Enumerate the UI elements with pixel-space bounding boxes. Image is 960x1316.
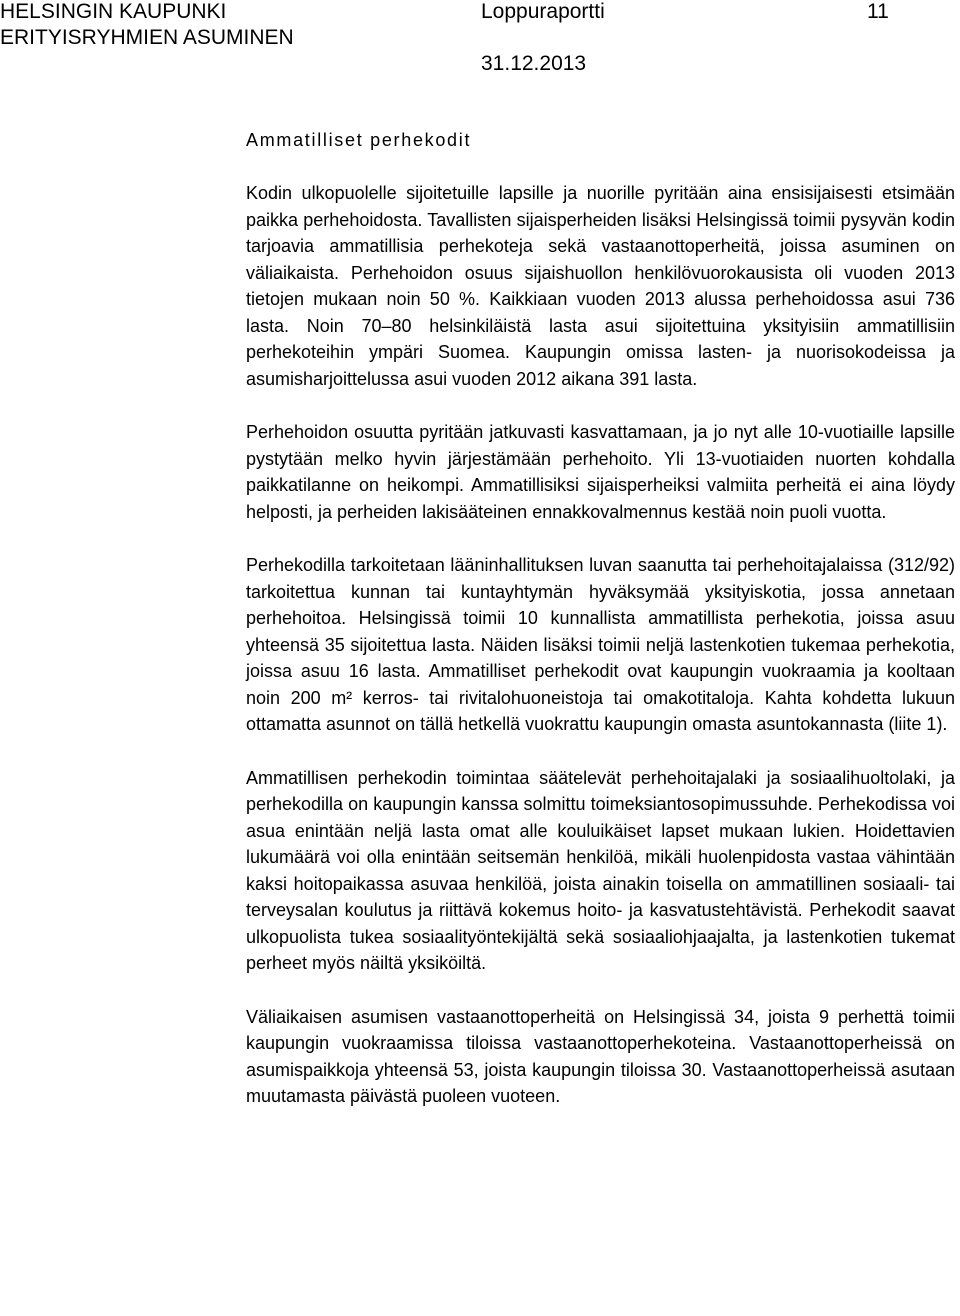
report-title: Loppuraportti [481, 0, 605, 23]
paragraph: Perhehoidon osuutta pyritään jatkuvasti kasvattamaan, ja jo nyt alle 10-vuotiaille lapsille pystytään melko hyvin järjestämään perhehoito. Yli 13-vuotiaiden nuorten kohdalla paikkatilanne on heikompi. Ammatillisiksi sijaisperheiksi valmiita perheitä ei aina löydy helposti, ja perheiden lakisääteinen ennakkovalmennus kestää noin puoli vuotta. [246, 422, 955, 522]
section-heading: Ammatilliset perhekodit [246, 130, 472, 150]
page-number: 11 [867, 0, 889, 23]
report-date: 31.12.2013 [481, 52, 587, 75]
department-name: ERITYISRYHMIEN ASUMINEN [0, 26, 294, 49]
paragraph: Väliaikaisen asumisen vastaanottoperheitä on Helsingissä 34, joista 9 perhettä toimii kaupungin vuokraamissa tiloissa vastaanottoperhekoteina. Vastaanottoperheissä on asumispaikkoja yhteensä 53, joista kaupungin tiloissa 30. Vastaanottoperheissä asutaan muutamasta päivästä puoleen vuoteen. [246, 1006, 955, 1106]
paragraph: Ammatillisen perhekodin toimintaa säätelevät perhehoitajalaki ja sosiaalihuoltolaki, ja perhekodilla on kaupungin kanssa solmittu toimeksiantosopimussuhde. Perhekodissa voi asua enintään neljä lasta omat alle kouluikäiset lapset mukaan lukien. Hoidettavien lukumäärä voi olla enintään seitsemän henkilöä, mikäli huolenpidosta vastaa vähintään kaksi hoitopaikassa asuvaa henkilöä, joista ainakin toisella on ammatillinen sosiaali- tai terveysalan koulutus ja riittävä kokemus hoito- ja kasvatustehtävistä. Perhekodit saavat ulkopuolista tukea sosiaalityöntekijältä sekä sosiaaliohjaajalta, ja lastenkotien tukemat perheet myös näiltä yksiköiltä. [246, 767, 955, 973]
organization-name: HELSINGIN KAUPUNKI [0, 0, 227, 23]
document-body [246, 127, 955, 1137]
header-organization [0, 0, 294, 51]
paragraph: Perhekodilla tarkoitetaan lääninhallituksen luvan saanutta tai perhehoitajalaissa (312/92) tarkoitettua kunnan tai kuntayhtymän hyväksymää yksityiskotia, jossa annetaan perhehoitoa. Helsingissä toimii 10 kunnallista ammatillista perhekotia, joissa asuu yhteensä 35 sijoitettua lasta. Näiden lisäksi toimii neljä lastenkotien tukemaa perhekotia, joissa asuu 16 lasta. Ammatilliset perhekodit ovat kaupungin vuokraamia ja kooltaan noin 200 m² kerros- tai rivitalohuoneistoja tai omakotitaloja. Kahta kohdetta lukuun ottamatta asunnot on tällä hetkellä vuokrattu kaupungin omasta asuntokannasta (liite 1). [246, 555, 955, 734]
paragraph: Kodin ulkopuolelle sijoitetuille lapsille ja nuorille pyritään aina ensisijaisesti etsimään paikka perhehoidosta. Tavallisten sijaisperheiden lisäksi Helsingissä toimii pysyvän kodin tarjoavia ammatillisia perhekoteja sekä vastaanottoperheitä, joissa asuminen on väliaikaista. Perhehoidon osuus sijaishuollon henkilövuorokausista oli vuoden 2013 tietojen mukaan noin 50 %. Kaikkiaan vuoden 2013 alussa perhehoidossa asui 736 lasta. Noin 70–80 helsinkiläistä lasta asui sijoitettuina yksityisiin ammatillisiin perhekoteihin ympäri Suomea. Kaupungin omissa lasten- ja nuorisokodeissa ja asumisharjoittelussa asui vuoden 2012 aikana 391 lasta. [246, 183, 955, 389]
